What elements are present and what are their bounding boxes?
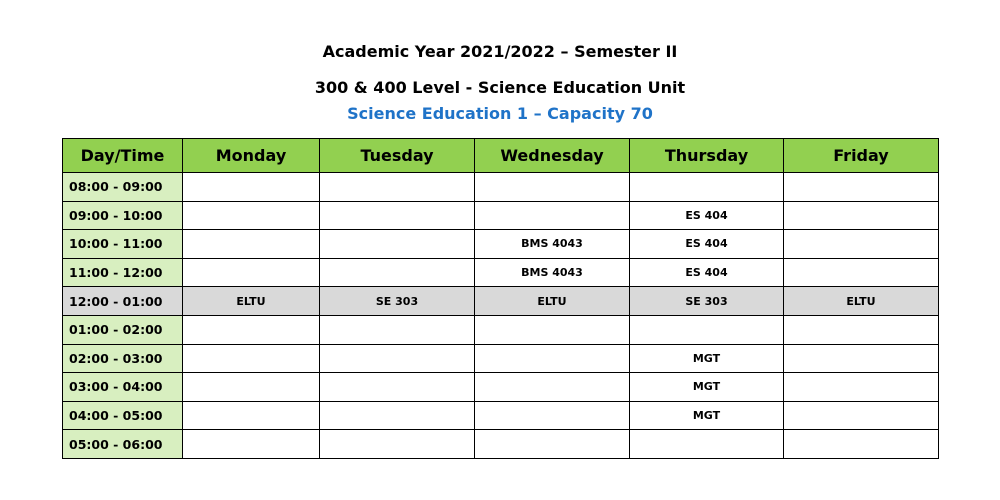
table-row [63,401,939,430]
wednesday-cell: BMS 4043 [475,258,630,287]
monday-cell [183,401,320,430]
time-slot-cell: 05:00 - 06:00 [63,430,183,459]
time-slot-cell: 03:00 - 04:00 [63,373,183,402]
friday-cell [784,373,939,402]
header-friday: Friday [784,139,939,173]
thursday-cell: ES 404 [630,201,784,230]
time-slot-cell: 02:00 - 03:00 [63,344,183,373]
header-thursday: Thursday [630,139,784,173]
wednesday-cell [475,201,630,230]
friday-cell [784,173,939,202]
friday-cell [784,315,939,344]
thursday-cell: MGT [630,373,784,402]
friday-cell [784,344,939,373]
thursday-cell [630,430,784,459]
tuesday-cell: SE 303 [320,287,475,316]
thursday-cell: ES 404 [630,258,784,287]
table-row-highlighted [63,287,939,316]
monday-cell [183,430,320,459]
table-row [63,230,939,259]
thursday-cell: ES 404 [630,230,784,259]
friday-cell [784,401,939,430]
tuesday-cell [320,344,475,373]
timetable [62,138,939,459]
time-slot-cell: 04:00 - 05:00 [63,401,183,430]
table-row [63,430,939,459]
wednesday-cell [475,173,630,202]
table-row [63,173,939,202]
academic-year-title: Academic Year 2021/2022 – Semester II [322,42,678,61]
table-row [63,344,939,373]
header-tuesday: Tuesday [320,139,475,173]
tuesday-cell [320,401,475,430]
time-slot-cell: 01:00 - 02:00 [63,315,183,344]
wednesday-cell [475,401,630,430]
thursday-cell: MGT [630,401,784,430]
monday-cell [183,230,320,259]
time-slot-cell: 09:00 - 10:00 [63,201,183,230]
monday-cell [183,173,320,202]
friday-cell [784,430,939,459]
friday-cell [784,201,939,230]
thursday-cell [630,315,784,344]
header-wednesday: Wednesday [475,139,630,173]
table-row [63,258,939,287]
friday-cell [784,230,939,259]
tuesday-cell [320,315,475,344]
timetable-header-row [63,139,939,173]
thursday-cell [630,173,784,202]
tuesday-cell [320,173,475,202]
wednesday-cell [475,315,630,344]
monday-cell: ELTU [183,287,320,316]
wednesday-cell [475,344,630,373]
thursday-cell: SE 303 [630,287,784,316]
tuesday-cell [320,230,475,259]
table-row [63,315,939,344]
tuesday-cell [320,201,475,230]
level-unit-subtitle: 300 & 400 Level - Science Education Unit [314,78,686,97]
monday-cell [183,258,320,287]
time-slot-cell: 10:00 - 11:00 [63,230,183,259]
friday-cell [784,258,939,287]
time-slot-cell: 08:00 - 09:00 [63,173,183,202]
monday-cell [183,373,320,402]
wednesday-cell [475,430,630,459]
header-day-time: Day/Time [63,139,183,173]
venue-capacity-subtitle: Science Education 1 – Capacity 70 [347,104,653,123]
header-monday: Monday [183,139,320,173]
tuesday-cell [320,258,475,287]
monday-cell [183,315,320,344]
tuesday-cell [320,373,475,402]
table-row [63,201,939,230]
monday-cell [183,201,320,230]
table-row [63,373,939,402]
monday-cell [183,344,320,373]
wednesday-cell [475,373,630,402]
time-slot-cell: 11:00 - 12:00 [63,258,183,287]
wednesday-cell: BMS 4043 [475,230,630,259]
wednesday-cell: ELTU [475,287,630,316]
time-slot-cell: 12:00 - 01:00 [63,287,183,316]
friday-cell: ELTU [784,287,939,316]
thursday-cell: MGT [630,344,784,373]
tuesday-cell [320,430,475,459]
